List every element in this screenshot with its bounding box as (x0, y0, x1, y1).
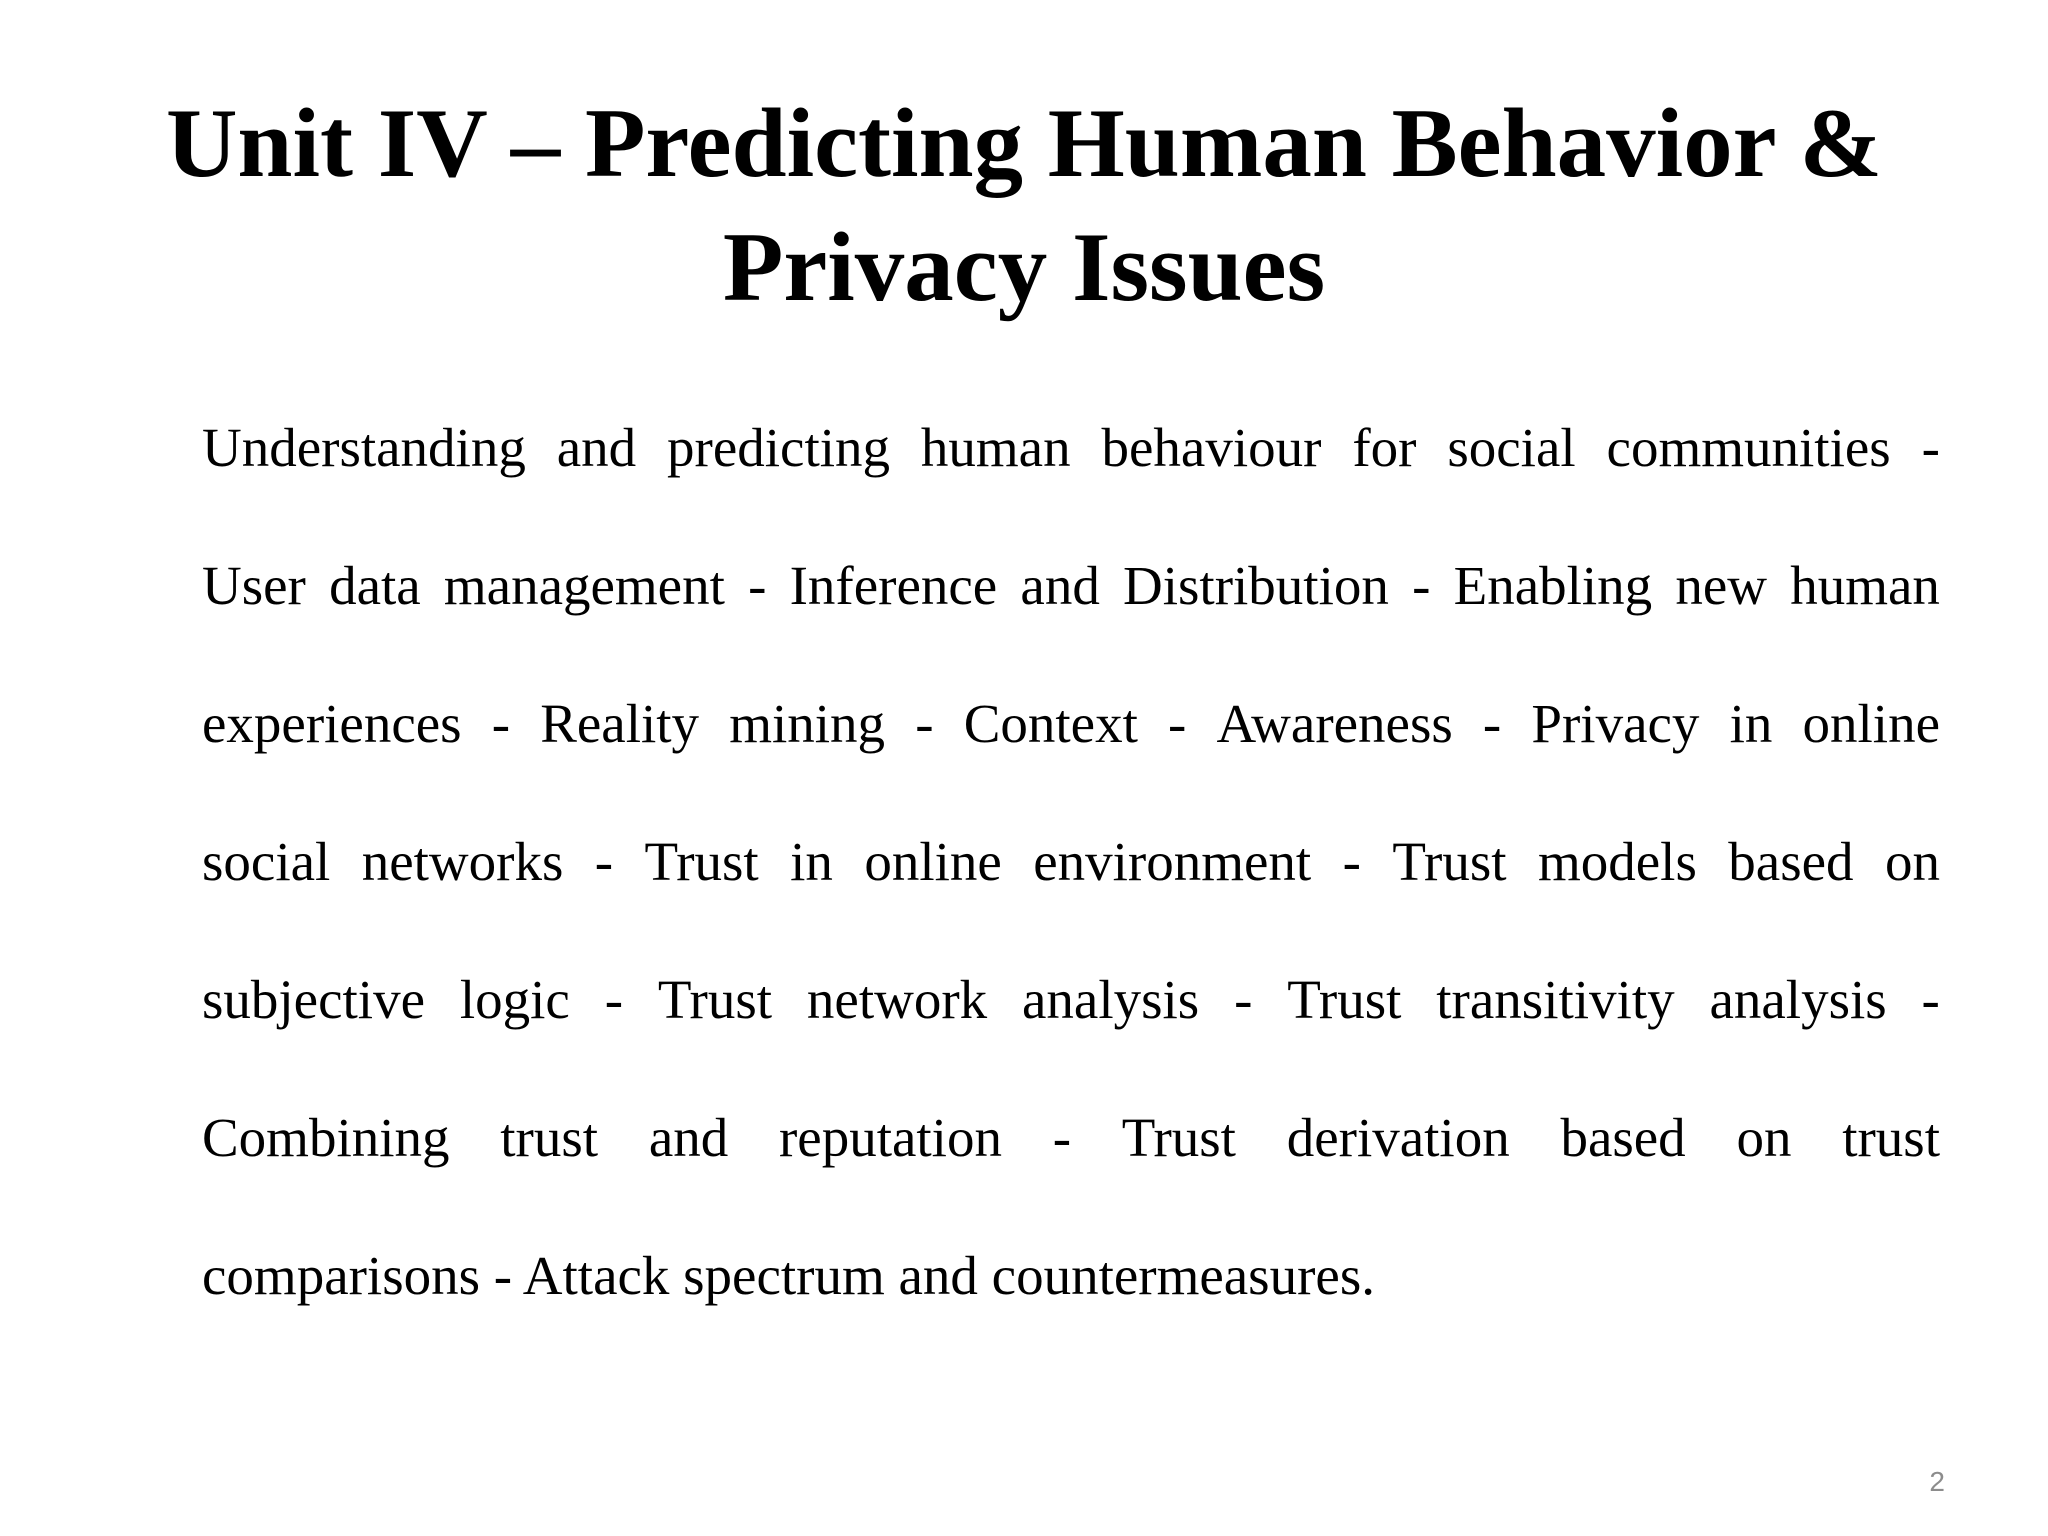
body-word: online (864, 831, 1002, 892)
body-word: on (1884, 831, 1940, 892)
body-word: - (1052, 1107, 1072, 1168)
body-word: human (1790, 555, 1940, 616)
body-word: - (604, 969, 624, 1030)
body-word: management (443, 555, 725, 616)
body-word: Understanding (202, 417, 526, 478)
body-word: analysis (1709, 969, 1887, 1030)
body-word: reputation (778, 1107, 1002, 1168)
body-word: and (556, 417, 637, 478)
body-word: - (1921, 969, 1940, 1030)
body-word: derivation (1286, 1107, 1510, 1168)
body-word: transitivity (1436, 969, 1675, 1030)
body-word: models (1537, 831, 1697, 892)
body-word: new (1675, 555, 1768, 616)
body-word: environment (1033, 831, 1312, 892)
body-word: analysis (1022, 969, 1200, 1030)
body-word: - (1412, 555, 1431, 616)
body-word: predicting (667, 417, 891, 478)
body-word: - (915, 693, 934, 754)
slide-title-line-2: Privacy Issues (722, 213, 1326, 322)
body-word: trust (1842, 1107, 1940, 1168)
body-word: - (748, 555, 767, 616)
body-word: and (1020, 555, 1100, 616)
body-word: - (1168, 693, 1187, 754)
body-word: and (648, 1107, 729, 1168)
body-word: based (1560, 1107, 1686, 1168)
body-line-1 (202, 379, 1940, 517)
body-word: subjective (202, 969, 425, 1030)
body-word: Context (963, 693, 1138, 754)
body-word: behaviour (1101, 417, 1322, 478)
slide-body-text (202, 379, 1940, 1345)
body-line-4 (202, 793, 1940, 931)
body-line-2 (202, 517, 1940, 655)
body-word: Inference (789, 555, 998, 616)
body-word: social (202, 831, 331, 892)
body-word: Trust (1287, 969, 1402, 1030)
body-word: logic (459, 969, 570, 1030)
body-word: - (594, 831, 614, 892)
body-word: Distribution (1123, 555, 1389, 616)
body-word: - (1234, 969, 1253, 1030)
slide-title-line-1: Unit IV – Predicting Human Behavior & (165, 89, 1883, 198)
body-word: Privacy (1531, 693, 1700, 754)
body-word: Combining (202, 1107, 450, 1168)
body-line-7: comparisons - Attack spectrum and countermeasures. (202, 1245, 1375, 1306)
body-word: - (1482, 693, 1502, 754)
slide-title (100, 82, 1948, 330)
body-word: for (1352, 417, 1417, 478)
body-word: - (1921, 417, 1940, 478)
body-word: Trust (1392, 831, 1507, 892)
body-word: Reality (540, 693, 700, 754)
body-line-6 (202, 1069, 1940, 1207)
body-word: data (329, 555, 421, 616)
body-word: - (491, 693, 511, 754)
body-word: networks (361, 831, 564, 892)
body-word: Awareness (1216, 693, 1453, 754)
body-word: online (1802, 693, 1940, 754)
body-word: communities (1606, 417, 1891, 478)
body-word: human (920, 417, 1071, 478)
body-word: Enabling (1453, 555, 1653, 616)
body-word: based (1728, 831, 1854, 892)
body-word: social (1447, 417, 1576, 478)
body-word: in (790, 831, 833, 892)
body-word: in (1729, 693, 1773, 754)
body-word: Trust (644, 831, 759, 892)
body-word: network (806, 969, 988, 1030)
body-word: on (1736, 1107, 1792, 1168)
body-word: User (202, 555, 306, 616)
body-word: Trust (1121, 1107, 1236, 1168)
body-word: experiences (202, 693, 462, 754)
body-word: mining (729, 693, 886, 754)
page-number: 2 (1929, 1466, 1945, 1497)
body-word: Trust (657, 969, 773, 1030)
body-word: trust (500, 1107, 599, 1168)
body-word: - (1342, 831, 1361, 892)
body-line-3 (202, 655, 1940, 793)
body-line-5 (202, 931, 1940, 1069)
